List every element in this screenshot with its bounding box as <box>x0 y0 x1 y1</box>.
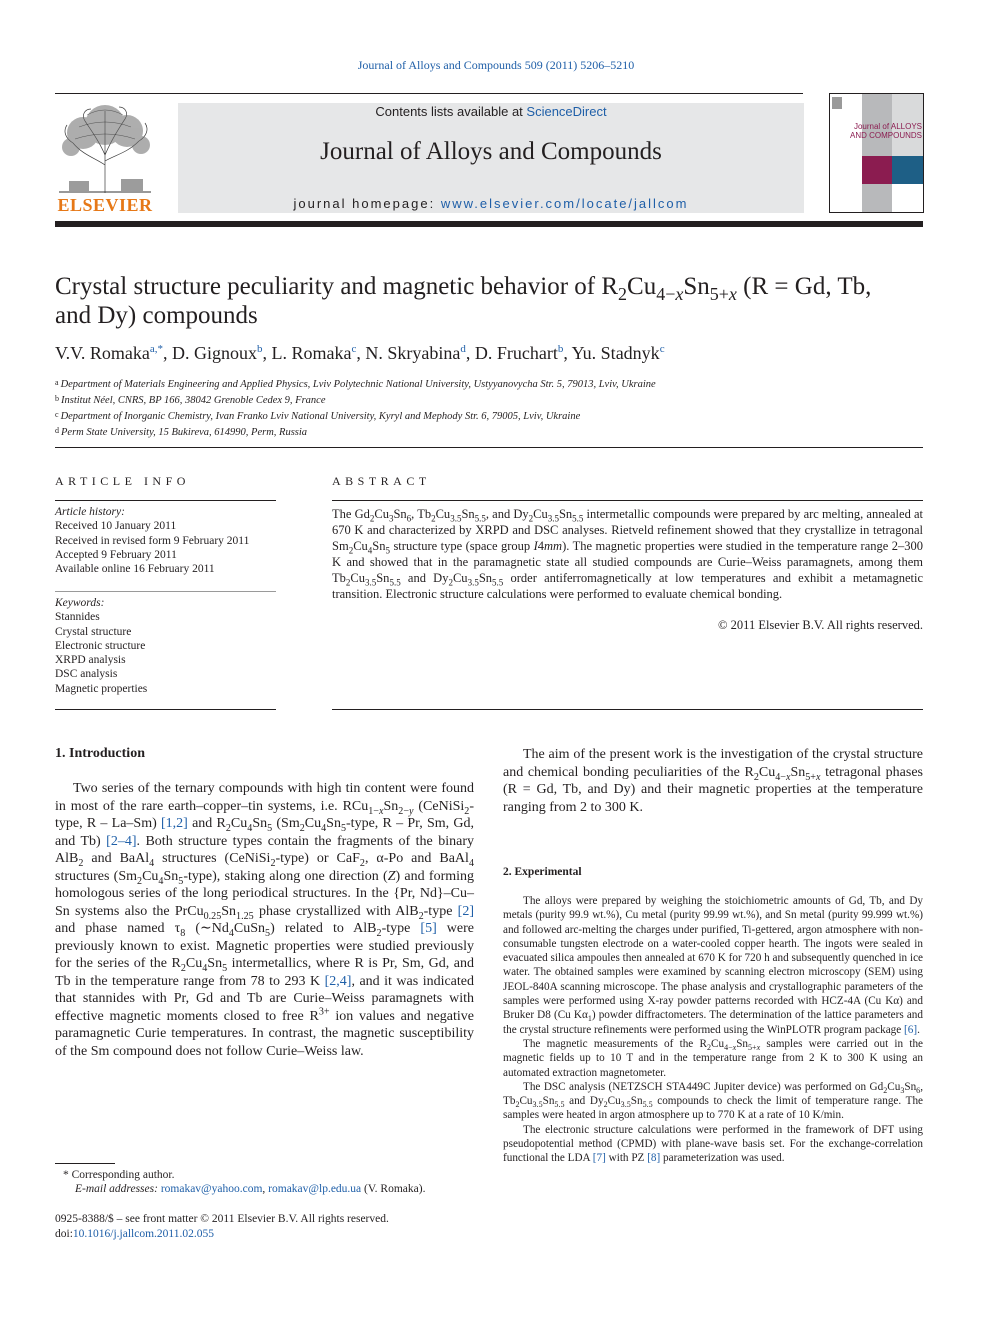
issn-line: 0925-8388/$ – see front matter © 2011 Elsevier B.V. All rights reserved. <box>55 1213 389 1225</box>
experimental-body <box>503 894 923 1166</box>
page-bottom-info <box>55 1212 474 1242</box>
history-item: Accepted 9 February 2011 <box>55 548 177 561</box>
affiliation-label: a <box>55 378 59 387</box>
affiliation <box>55 424 923 440</box>
journal-cover-image <box>830 94 923 212</box>
elsevier-logo[interactable] <box>55 103 155 213</box>
author[interactable]: D. Gignoux <box>171 343 257 363</box>
article-info-bottom-rule <box>55 709 276 710</box>
author-affil-mark[interactable]: d <box>460 343 466 355</box>
doi-link[interactable]: 10.1016/j.jallcom.2011.02.055 <box>72 1228 214 1240</box>
journal-citation[interactable]: Journal of Alloys and Compounds 509 (2011) 5206–5210 <box>357 58 635 72</box>
footnote <box>55 1168 474 1196</box>
title-part-4: (R = Gd, Tb, <box>736 273 872 300</box>
email-link[interactable]: romakav@lp.edu.ua <box>268 1183 362 1195</box>
introduction-heading: 1. Introduction <box>55 746 145 761</box>
keyword: XRPD analysis <box>55 654 126 667</box>
elsevier-tree-icon <box>55 103 155 195</box>
email-label: E-mail addresses: <box>75 1183 161 1195</box>
aim-paragraph: The aim of the present work is the investigation of the crystal structure and chemical bonding peculiarities of the $R_2Cu_{4-x}Sn_{5+x}$ tetragonal phases (R = Gd, Tb, and Dy) and their magnetic properties at the temperature ranging from 2 to 300 K. <box>503 747 923 815</box>
experimental-paragraph: The magnetic measurements of the $R_2Cu_{4-x}Sn_{5+x}$ samples were carried out in the magnetic fields up to 10 T and in the temperature range from 2 K to 300 K using an automated extraction magnetometer. <box>503 1037 924 1079</box>
elsevier-wordmark: ELSEVIER <box>57 195 153 215</box>
email-owner: (V. Romaka). <box>361 1183 426 1195</box>
title-part-3: Sn <box>683 273 710 300</box>
affiliation-text: Perm State University, 15 Bukireva, 614990, Perm, Russia <box>61 427 308 438</box>
article-title: Crystal structure peculiarity and magnetic behavior of $R_2Cu_{4-x}Sn_{5+x}$ (R = Gd, Tb, and Dy) compounds <box>55 273 872 329</box>
section-rule <box>55 447 923 448</box>
contents-prefix: Contents lists available at <box>375 104 527 119</box>
history-item: Received in revised form 9 February 2011 <box>55 534 250 547</box>
corresponding-author-note: * Corresponding author. <box>63 1169 175 1181</box>
contents-line <box>178 104 804 119</box>
article-history <box>55 505 276 576</box>
keyword: Magnetic properties <box>55 682 148 695</box>
author-affil-mark[interactable]: b <box>256 343 263 355</box>
author[interactable]: Yu. Stadnyk <box>571 343 660 363</box>
email-line: E-mail addresses: romakav@yahoo.com, romakav@lp.edu.ua (V. Romaka). <box>75 1183 426 1195</box>
history-item: Available online 16 February 2011 <box>55 563 215 576</box>
homepage-link[interactable]: www.elsevier.com/locate/jallcom <box>440 196 689 211</box>
author[interactable]: L. Romaka <box>271 343 352 363</box>
affiliations <box>55 376 923 440</box>
experimental-paragraph: The alloys were prepared by weighing the stoichiometric amounts of Gd, Tb, and Dy metals (purity 99.9 wt.%), Cu metal (purity 99.99 wt.%), and Sn metal (purity 99.999 wt.%) and followed arc-melting the charges under purified, Ti-gettered, argon atmosphere with non-consumable tungsten electrode on a water-cooled copper hearth. The ingots were sealed in evacuated silica ampoules then annealed at 670 K for 720 h and subsequently quenched in ice water. The obtained samples were examined by scanning electron microscopy (SEM) using JEOL-840A scanning microscope. The phase analysis and crystallographic parameters of the samples were performed using X-ray powder patterns recorded with HCZ-4A (Cu Kα) and Bruker D8 (Cu $K\alpha_1$) powder diffractometers. The determination of the lattice parameters and the crystal structure refinements were performed using the WinPLOTR program package [6]. <box>503 895 923 1036</box>
article-info-divider <box>55 591 276 592</box>
sciencedirect-link[interactable]: ScienceDirect <box>526 104 607 119</box>
author[interactable]: D. Fruchart <box>474 343 558 363</box>
article-info-heading: ARTICLE INFO <box>55 474 190 488</box>
affiliation-text: Department of Inorganic Chemistry, Ivan Franko Lviv National University, Kyryl and Mephody Str. 6, 79005, Lviv, Ukraine <box>60 411 581 422</box>
author-affil-mark[interactable]: c <box>351 343 357 355</box>
keyword: Electronic structure <box>55 639 146 652</box>
experimental-heading: 2. Experimental <box>503 866 582 878</box>
footnote-rule <box>55 1163 115 1164</box>
title-part-1: Crystal structure peculiarity and magnetic behavior of R <box>55 273 619 300</box>
affiliation-text: Institut Néel, CNRS, BP 166, 38042 Grenoble Cedex 9, France <box>61 395 326 406</box>
affiliation-text: Department of Materials Engineering and Applied Physics, Lviv Polytechnic National University, Ustyyanovycha Str. 5, 79013, Lviv, Ukraine <box>60 379 656 390</box>
abstract-text: The $Gd_2Cu_3Sn_6$, $Tb_2Cu_{3.5}Sn_{5.5}$, and $Dy_2Cu_{3.5}Sn_{5.5}$ intermetallic compounds were prepared by arc melting, annealed at 670 K and characterized by XRPD and DSC analyses. Rietveld refinement showed that they crystallize in tetragonal $Sm_2Cu_4Sn_5$ structure type (space group I4mm). The magnetic properties were studied in the temperature range 2–300 K and showed that in the paramagnetic state all studied compounds are Curie–Weiss paramagnets, among them $Tb_2Cu_{3.5}Sn_{5.5}$ and $Dy_2Cu_{3.5}Sn_{5.5}$ order antiferromagnetically at low temperatures and exhibit a metamagnetic transition. Electronic structure calculations were performed to evaluate chemical bonding. <box>332 507 923 601</box>
doi-line <box>55 1227 474 1242</box>
introduction-body <box>55 780 474 1060</box>
author[interactable]: V.V. Romaka <box>55 343 150 363</box>
history-label: Article history: <box>55 506 125 518</box>
keyword: Crystal structure <box>55 625 132 638</box>
homepage-prefix: journal homepage: <box>293 196 441 211</box>
keywords-label: Keywords: <box>55 597 105 609</box>
introduction-paragraph: Two series of the ternary compounds with high tin content were found in most of the rare earth–copper–tin systems, i.e. $RCu_{1-x}Sn_{2-y}$ (CeNiSi$_2$-type, R – La–Sm) [1,2] and $R_2Cu_4Sn_5$ ($Sm_2Cu_4Sn_5$-type, R – Pr, Sm, Gd, and Tb) [2–4]. Both structure types contain the fragments of the binary AlB$_2$ and BaAl$_4$ structures (CeNiSi$_2$-type) or CaF$_2$, α-Po and BaAl$_4$ structures $(Sm_2Cu_4Sn_5-type)$, staking along one direction (Z) and forming homologous series of the long periodical structures. In the {Pr, Nd}–Cu–Sn systems also the $PrCu_{0.25}Sn_{1.25}$ phase crystallized with AlB$_2$-type [2] and phase named $\tau_8$ $(\sim Nd_4CuSn_5)$ related to AlB$_2$-type [5] were previously known to exist. Magnetic properties were studied previously for the series of the $R_2Cu_4Sn_5$ intermetallics, where R is Pr, Sm, Gd, and Tb in the temperature range from 78 to 293 K [2,4], and it was indicated that stannides with Pr, Gd and Tb are Curie–Weiss paramagnets with effective magnetic moments closed to free $R^{3+}$ ion values and negative paramagnetic Curie temperatures. In contrast, the magnetic susceptibility of the Sm compound does not follow Curie–Weiss law. <box>55 781 475 1059</box>
doi-label: doi: <box>55 1228 73 1240</box>
experimental-paragraph: The DSC analysis (NETZSCH STA449C Jupiter device) was performed on $Gd_2Cu_3Sn_6$, $Tb_2Cu_{3.5}Sn_{5.5}$ and $Dy_2Cu_{3.5}Sn_{5.5}$ compounds to check the limit of temperature range. The samples were heated in argon atmosphere up to 770 K at a rate of 10 K/min. <box>503 1080 924 1122</box>
title-part-2: Cu <box>627 273 657 300</box>
affiliation <box>55 376 923 392</box>
abstract-rule <box>332 500 923 501</box>
affiliation-label: c <box>55 410 59 419</box>
keyword: DSC analysis <box>55 668 118 681</box>
journal-cover[interactable] <box>829 93 924 213</box>
affiliation-label: d <box>55 426 59 435</box>
affiliation <box>55 408 923 424</box>
affiliation <box>55 392 923 408</box>
email-link[interactable]: romakav@yahoo.com <box>160 1183 263 1195</box>
author[interactable]: N. Skryabina <box>365 343 461 363</box>
abstract-bottom-rule <box>332 709 923 710</box>
title-part-5: and Dy) compounds <box>55 302 258 329</box>
aim-body <box>503 746 923 816</box>
journal-homepage <box>178 196 804 211</box>
author-affil-mark[interactable]: b <box>557 343 564 355</box>
author-list: V.V. Romaka$^{a,*}$, D. Gignoux$^b$, L. Romaka$^c$, N. Skryabina$^d$, D. Fruchart$^b$, Yu. Stadnyk$^c$ <box>55 343 665 363</box>
author-affil-mark[interactable]: c <box>659 343 665 355</box>
experimental-paragraph: The electronic structure calculations were performed in the framework of DFT using pseudopotential method (CPMD) with plane-wave basis set. For the exchange-correlation functional the LDA [7] with PZ [8] parameterization was used. <box>503 1123 923 1165</box>
header-thick-rule <box>55 221 923 227</box>
abstract-heading: ABSTRACT <box>332 474 431 488</box>
abstract-copyright: © 2011 Elsevier B.V. All rights reserved. <box>718 618 923 632</box>
history-item: Received 10 January 2011 <box>55 520 177 533</box>
affiliation-label: b <box>55 394 59 403</box>
author-affil-mark[interactable]: a,* <box>149 343 163 355</box>
keywords <box>55 596 276 696</box>
header-rule <box>55 93 803 94</box>
journal-title: Journal of Alloys and Compounds <box>320 138 662 165</box>
cover-title: Journal of ALLOYS AND COMPOUNDS <box>849 122 922 140</box>
article-info-rule <box>55 500 276 501</box>
keyword: Stannides <box>55 611 100 624</box>
